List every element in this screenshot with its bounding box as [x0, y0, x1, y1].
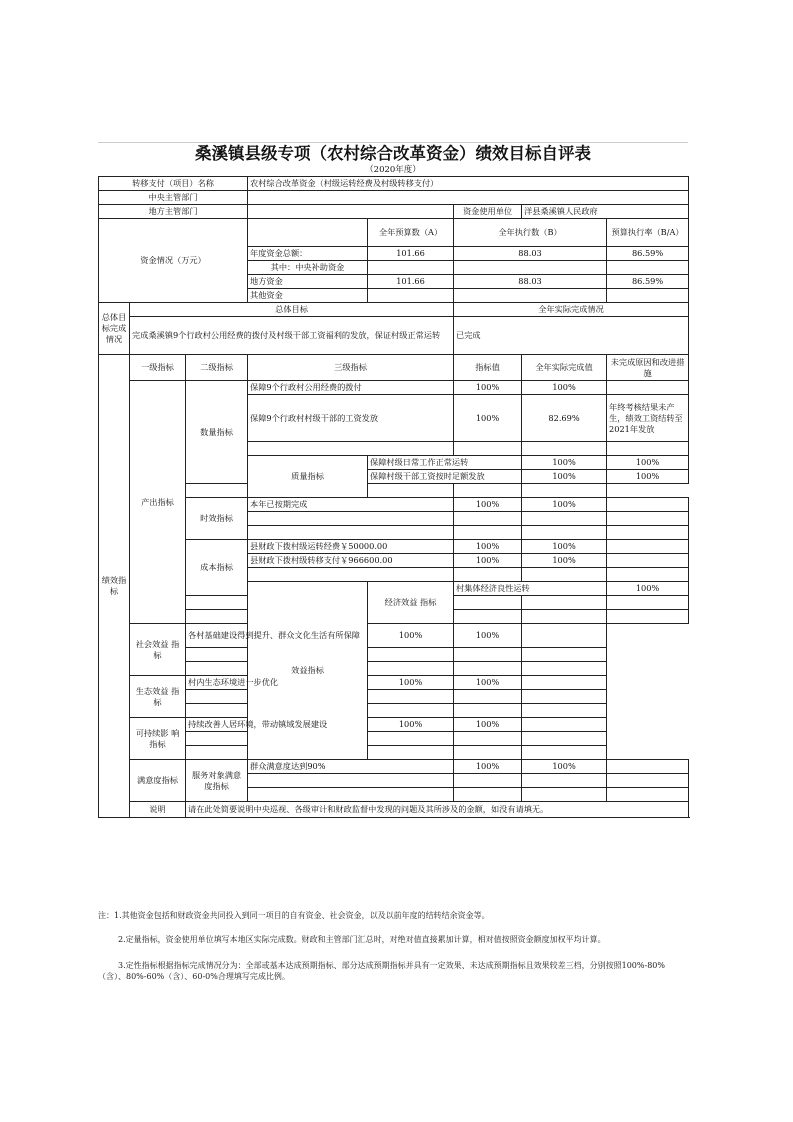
- note-2: 2.定量指标，资金使用单位填写本地区实际完成数。财政和主管部门汇总时，对绝对值直接累加计算，相对值按照资金额度加权平均计算。: [118, 935, 606, 944]
- indicator-text: 村集体经济良性运转: [454, 582, 607, 596]
- empty-cell: [186, 704, 368, 718]
- timeliness-indicator-label: 时效指标: [186, 498, 248, 540]
- central-dept-label: 中央主管部门: [99, 191, 248, 205]
- funds-section-label: 资金情况（万元）: [99, 219, 248, 303]
- goal-actual-text: 已完成: [454, 317, 689, 355]
- fund-row-rate: [607, 261, 689, 275]
- col-value: 指标值: [454, 355, 522, 381]
- empty-cell: [522, 774, 607, 788]
- indicator-value: 100%: [454, 395, 522, 442]
- empty-cell: [248, 774, 454, 788]
- empty-cell: [607, 774, 689, 788]
- col-exec: 全年执行数（B）: [454, 219, 607, 247]
- col-rate: 预算执行率（B/A）: [607, 219, 689, 247]
- fund-row-label: 其中：中央补助资金: [248, 261, 368, 275]
- empty-cell: [186, 690, 368, 704]
- indicator-reason: [522, 676, 607, 690]
- empty-cell: [186, 662, 368, 676]
- empty-cell: [454, 788, 522, 802]
- indicator-value: 100%: [454, 760, 522, 774]
- sustainability-indicator-label: 可持续影 响指标: [130, 718, 186, 760]
- indicator-actual: 100%: [522, 554, 607, 568]
- year-label: （2020年度）: [365, 165, 421, 175]
- indicator-value: 100%: [368, 676, 454, 690]
- output-indicator-label: 产出指标: [130, 381, 186, 624]
- indicator-text: 保障9个行政村公用经费的拨付: [248, 381, 454, 395]
- fund-row-exec: [454, 261, 607, 275]
- fund-row-budget: 101.66: [368, 247, 454, 261]
- indicator-actual: 100%: [522, 540, 607, 554]
- indicator-reason: [607, 540, 689, 554]
- empty-cell: [522, 788, 607, 802]
- economic-indicator-label: 经济效益 指标: [368, 582, 454, 624]
- indicator-text: 县财政下拨村级运转经费￥50000.00: [248, 540, 454, 554]
- quantity-indicator-label: 数量指标: [186, 381, 248, 484]
- empty-cell: [186, 746, 368, 760]
- fund-row-budget: [368, 261, 454, 275]
- goal-col-header: 总体目标: [130, 303, 454, 317]
- empty-cell: [186, 596, 368, 610]
- indicator-reason: [522, 624, 607, 648]
- remark-text: 请在此处简要说明中央巡视、各级审计和财政监督中发现的问题及其所涉及的金额，如没有请填无。: [186, 802, 689, 818]
- col-actual: 全年实际完成值: [522, 355, 607, 381]
- col-level1: 一级指标: [130, 355, 186, 381]
- indicators-section-label: 绩效指标: [99, 355, 130, 818]
- indicator-actual: 100%: [522, 498, 607, 512]
- empty-cell: [368, 662, 454, 676]
- local-dept-value: [248, 205, 454, 219]
- quality-indicator-label: 质量指标: [248, 456, 368, 498]
- fund-row-budget: [368, 289, 454, 303]
- indicator-text: 保障村级日常工作正常运转: [368, 456, 522, 470]
- empty-cell: [522, 442, 607, 456]
- indicator-value: 100%: [454, 540, 522, 554]
- empty-cell: [454, 568, 522, 582]
- empty-cell: [248, 442, 454, 456]
- indicator-reason: [607, 554, 689, 568]
- indicator-text: 群众满意度达到90%: [248, 760, 454, 774]
- empty-cell: [607, 568, 689, 582]
- indicator-value: 100%: [522, 470, 607, 484]
- goal-text: 完成桑溪镇9个行政村公用经费的拨付及村级干部工资福利的发放，保证村级正常运转: [130, 317, 454, 355]
- local-dept-label: 地方主管部门: [99, 205, 248, 219]
- fund-row-rate: [607, 289, 689, 303]
- empty-cell: [368, 690, 454, 704]
- fund-row-label: 其他资金: [248, 289, 368, 303]
- indicator-text: 各村基础建设得到提升、群众文化生活有所保障: [186, 624, 368, 648]
- indicator-actual: 100%: [607, 470, 689, 484]
- ecological-indicator-label: 生态效益 指标: [130, 676, 186, 718]
- empty-cell: [607, 512, 689, 526]
- empty-cell: [522, 610, 607, 624]
- indicator-actual: 100%: [454, 624, 522, 648]
- empty-cell: [522, 484, 607, 498]
- empty-cell: [454, 442, 522, 456]
- benefit-indicator-label: 效益指标: [248, 582, 368, 760]
- empty-cell: [607, 788, 689, 802]
- empty-cell: [454, 484, 522, 498]
- service-satisfaction-label: 服务对象满意度指标: [186, 760, 248, 802]
- indicator-text: 保障村级干部工资按时足额发放: [368, 470, 522, 484]
- fund-row-rate: 86.59%: [607, 275, 689, 289]
- empty-cell: [186, 610, 368, 624]
- empty-cell: [248, 526, 454, 540]
- funds-header-blank: [248, 219, 368, 247]
- empty-cell: [454, 690, 522, 704]
- note-1: 注：1.其他资金包括和财政资金共同投入到同一项目的自有资金、社会资金，以及以前年度的结转结余资金等。: [98, 911, 490, 920]
- empty-cell: [368, 648, 454, 662]
- indicator-actual: 100%: [454, 718, 522, 732]
- indicator-reason: [522, 718, 607, 732]
- fund-unit-label: 资金使用单位: [454, 205, 522, 219]
- indicator-actual: 82.69%: [522, 395, 607, 442]
- empty-cell: [186, 732, 368, 746]
- page-title: 桑溪镇县级专项（农村综合改革资金）绩效目标自评表: [98, 142, 688, 165]
- indicator-reason: [607, 498, 689, 512]
- empty-cell: [522, 512, 607, 526]
- indicator-reason: [607, 381, 689, 395]
- empty-cell: [454, 648, 522, 662]
- empty-cell: [454, 774, 522, 788]
- empty-cell: [186, 648, 368, 662]
- indicator-reason: [607, 760, 689, 774]
- empty-cell: [248, 512, 454, 526]
- satisfaction-indicator-label: 满意度指标: [130, 760, 186, 802]
- indicator-text: 本年已按期完成: [248, 498, 454, 512]
- fund-row-label: 地方资金: [248, 275, 368, 289]
- evaluation-table: [98, 176, 689, 818]
- project-name-value: 农村综合改革资金（村级运转经费及村级转移支付）: [248, 177, 689, 191]
- empty-cell: [454, 704, 522, 718]
- indicator-text: 保障9个行政村村级干部的工资发放: [248, 395, 454, 442]
- empty-cell: [248, 568, 454, 582]
- indicator-value: 100%: [368, 624, 454, 648]
- empty-cell: [454, 596, 522, 610]
- empty-cell: [454, 662, 522, 676]
- indicator-text: 村内生态环境进一步优化: [186, 676, 368, 690]
- indicator-value: 100%: [607, 582, 689, 596]
- empty-cell: [368, 746, 454, 760]
- empty-cell: [522, 746, 607, 760]
- empty-cell: [186, 484, 368, 498]
- empty-cell: [248, 788, 454, 802]
- goals-section-label: 总体目标完成情况: [99, 303, 130, 355]
- indicator-actual: 100%: [522, 381, 607, 395]
- col-level3: 三级指标: [248, 355, 454, 381]
- fund-row-label: 年度资金总额：: [248, 247, 368, 261]
- indicator-value: 100%: [454, 381, 522, 395]
- project-name-label: 转移支付（项目）名称: [99, 177, 248, 191]
- empty-cell: [607, 526, 689, 540]
- indicator-value: 100%: [454, 498, 522, 512]
- empty-cell: [522, 662, 607, 676]
- fund-row-exec: 88.03: [454, 247, 607, 261]
- empty-cell: [522, 732, 607, 746]
- social-indicator-label: 社会效益 指标: [130, 624, 186, 676]
- indicator-text: 县财政下拨村级转移支付￥966600.00: [248, 554, 454, 568]
- empty-cell: [368, 732, 454, 746]
- fund-row-rate: 86.59%: [607, 247, 689, 261]
- empty-cell: [454, 526, 522, 540]
- empty-cell: [522, 596, 607, 610]
- cost-indicator-label: 成本指标: [186, 540, 248, 596]
- central-dept-value: [248, 191, 689, 205]
- empty-cell: [522, 690, 607, 704]
- empty-cell: [522, 648, 607, 662]
- remark-label: 说明: [130, 802, 186, 818]
- indicator-text: 持续改善人居环境，带动镇域发展建设: [186, 718, 368, 732]
- col-level2: 二级指标: [186, 355, 248, 381]
- indicator-value: 100%: [368, 718, 454, 732]
- indicator-value: 100%: [454, 554, 522, 568]
- empty-cell: [522, 526, 607, 540]
- empty-cell: [522, 568, 607, 582]
- col-reason: 未完成原因和改进措施: [607, 355, 689, 381]
- col-budget: 全年预算数（A）: [368, 219, 454, 247]
- empty-cell: [607, 610, 689, 624]
- indicator-actual: 100%: [607, 456, 689, 470]
- fund-unit-value: 洋县桑溪镇人民政府: [522, 205, 689, 219]
- empty-cell: [522, 704, 607, 718]
- note-3: 3.定性指标根据指标完成情况分为：全部或基本达成预期指标、部分达成预期指标并具有一定效果、未达成预期指标且效果较差三档，分别按照100%-80%（含）、80%-60%（含）、60-0%合理填写完成比例。: [98, 961, 665, 981]
- empty-cell: [607, 596, 689, 610]
- indicator-actual: 100%: [522, 760, 607, 774]
- empty-cell: [454, 610, 522, 624]
- fund-row-exec: [454, 289, 607, 303]
- empty-cell: [368, 704, 454, 718]
- actual-col-header: 全年实际完成情况: [454, 303, 689, 317]
- indicator-reason: 年终考核结果未产生，绩效工资结转至2021年发放: [607, 395, 689, 442]
- empty-cell: [454, 732, 522, 746]
- fund-row-budget: 101.66: [368, 275, 454, 289]
- empty-cell: [368, 484, 454, 498]
- fund-row-exec: 88.03: [454, 275, 607, 289]
- empty-cell: [607, 442, 689, 456]
- empty-cell: [454, 512, 522, 526]
- indicator-actual: 100%: [454, 676, 522, 690]
- empty-cell: [454, 746, 522, 760]
- indicator-value: 100%: [522, 456, 607, 470]
